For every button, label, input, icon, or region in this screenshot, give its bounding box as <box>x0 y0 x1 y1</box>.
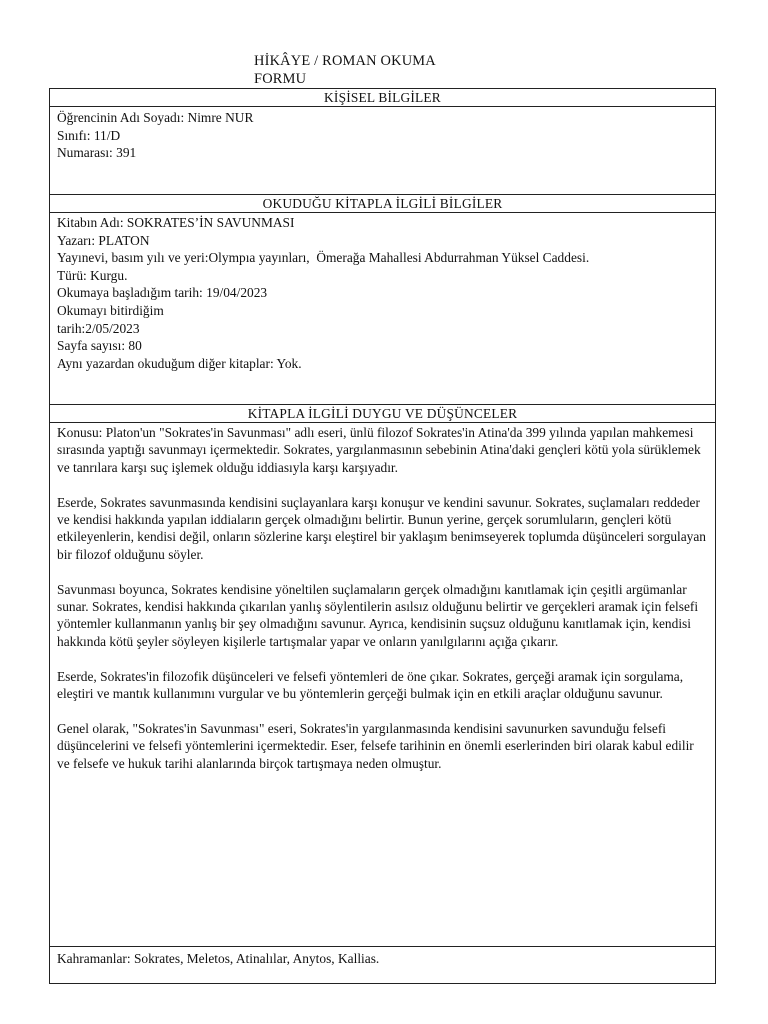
thoughts-section <box>50 423 715 947</box>
reading-form-table <box>49 88 716 984</box>
thoughts-paragraph: Konusu: Platon'un "Sokrates'in Savunması" adlı eseri, ünlü filozof Sokrates'in Atina'da 399 yılında yapılan mahkemesi sırasında yaptığı savunmayı içermektedir. Sokrates, yargılanmasının sebebinin Atina'daki gençleri kötü yola sürüklemek ve tanrılara karşı suç işlemek olduğu iddiasıyla karşı karşıyadır. <box>57 425 701 475</box>
thoughts-header: KİTAPLA İLGİLİ DUYGU VE DÜŞÜNCELER <box>50 405 715 423</box>
book-info-header: OKUDUĞU KİTAPLA İLGİLİ BİLGİLER <box>50 195 715 213</box>
reading-end-label: Okumayı bitirdiğim <box>57 302 164 318</box>
characters-section <box>50 947 715 983</box>
book-info-section <box>50 213 715 405</box>
thoughts-paragraph: Savunması boyunca, Sokrates kendisine yöneltilen suçlamaların gerçek olmadığını kanıtlamak için çeşitli argümanlar sunar. Sokrates, kendisi hakkında çıkarılan yanlış söylentilerin asılsız olduğunu belirtir ve gerçekleri aramak için felsefi yöntemler kullanmanın yanlış bir şey olmadığını savunur. Ayrıca, kendisinin suçsuz olduğunu kanıtlamak için, kendisi hakkında kötü şeyler söyleyen kişilerle tartışmalar yapar ve onların yanılgılarını açığa çıkarır. <box>57 581 699 649</box>
other-books: Aynı yazardan okuduğum diğer kitaplar: Yok. <box>57 355 302 371</box>
thoughts-paragraph: Eserde, Sokrates'in filozofik düşünceleri ve felsefi yöntemleri de öne çıkar. Sokrates, gerçeği aramak için sorgulama, eleştiri ve mantık kullanımını vurgular ve bu yöntemlerin gerçeği bulmak için en etkili araçlar olduğunu savunur. <box>57 668 684 702</box>
personal-info-section <box>50 107 715 195</box>
thoughts-paragraph: Genel olarak, "Sokrates'in Savunması" eseri, Sokrates'in yargılanmasında kendisini savunurken savunduğu felsefi düşüncelerini ve felsefi yöntemlerini içermektedir. Eser, felsefe tarihinin en önemli eserlerinden biri olarak kabul edilir ve felsefe ve hukuk tarihi alanlarında birçok tartışmaya neden olmuştur. <box>57 720 694 771</box>
student-class: Sınıfı: 11/D <box>57 127 121 143</box>
characters-line: Kahramanlar: Sokrates, Meletos, Atinalılar, Anytos, Kallias. <box>57 951 380 966</box>
book-publisher: Yayınevi, basım yılı ve yeri:Olympıa yayınları, Ömerağa Mahallesi Abdurrahman Yüksel Caddesi. <box>57 250 590 266</box>
reading-end-date: tarih:2/05/2023 <box>57 320 140 336</box>
form-title: HİKÂYE / ROMAN OKUMA FORMU <box>254 53 436 87</box>
thoughts-paragraph: Eserde, Sokrates savunmasında kendisini suçlayanlara karşı konuşur ve kendini savunur. Sokrates, suçlamaları reddeder ve kendisi hakkında yapılan iddiaların gerçek olmadığını belirtir. Bunun yerine, gerçek sorumluların, gençleri kötü etkileyenlerin, kendisi değil, onların sözlerine karşı eleştirel bir yaklaşım benimseyerek toplumda düşünceleri sorgulayan bir filozof olduğunu söyler. <box>57 494 707 562</box>
student-name: Öğrencinin Adı Soyadı: Nimre NUR <box>57 110 254 125</box>
student-number: Numarası: 391 <box>57 145 137 161</box>
book-title: Kitabın Adı: SOKRATES’İN SAVUNMASI <box>57 215 295 230</box>
reading-start-date: Okumaya başladığım tarih: 19/04/2023 <box>57 285 268 301</box>
personal-info-header: KİŞİSEL BİLGİLER <box>50 89 715 107</box>
page-count: Sayfa sayısı: 80 <box>57 338 142 354</box>
book-author: Yazarı: PLATON <box>57 232 150 248</box>
book-genre: Türü: Kurgu. <box>57 267 128 283</box>
